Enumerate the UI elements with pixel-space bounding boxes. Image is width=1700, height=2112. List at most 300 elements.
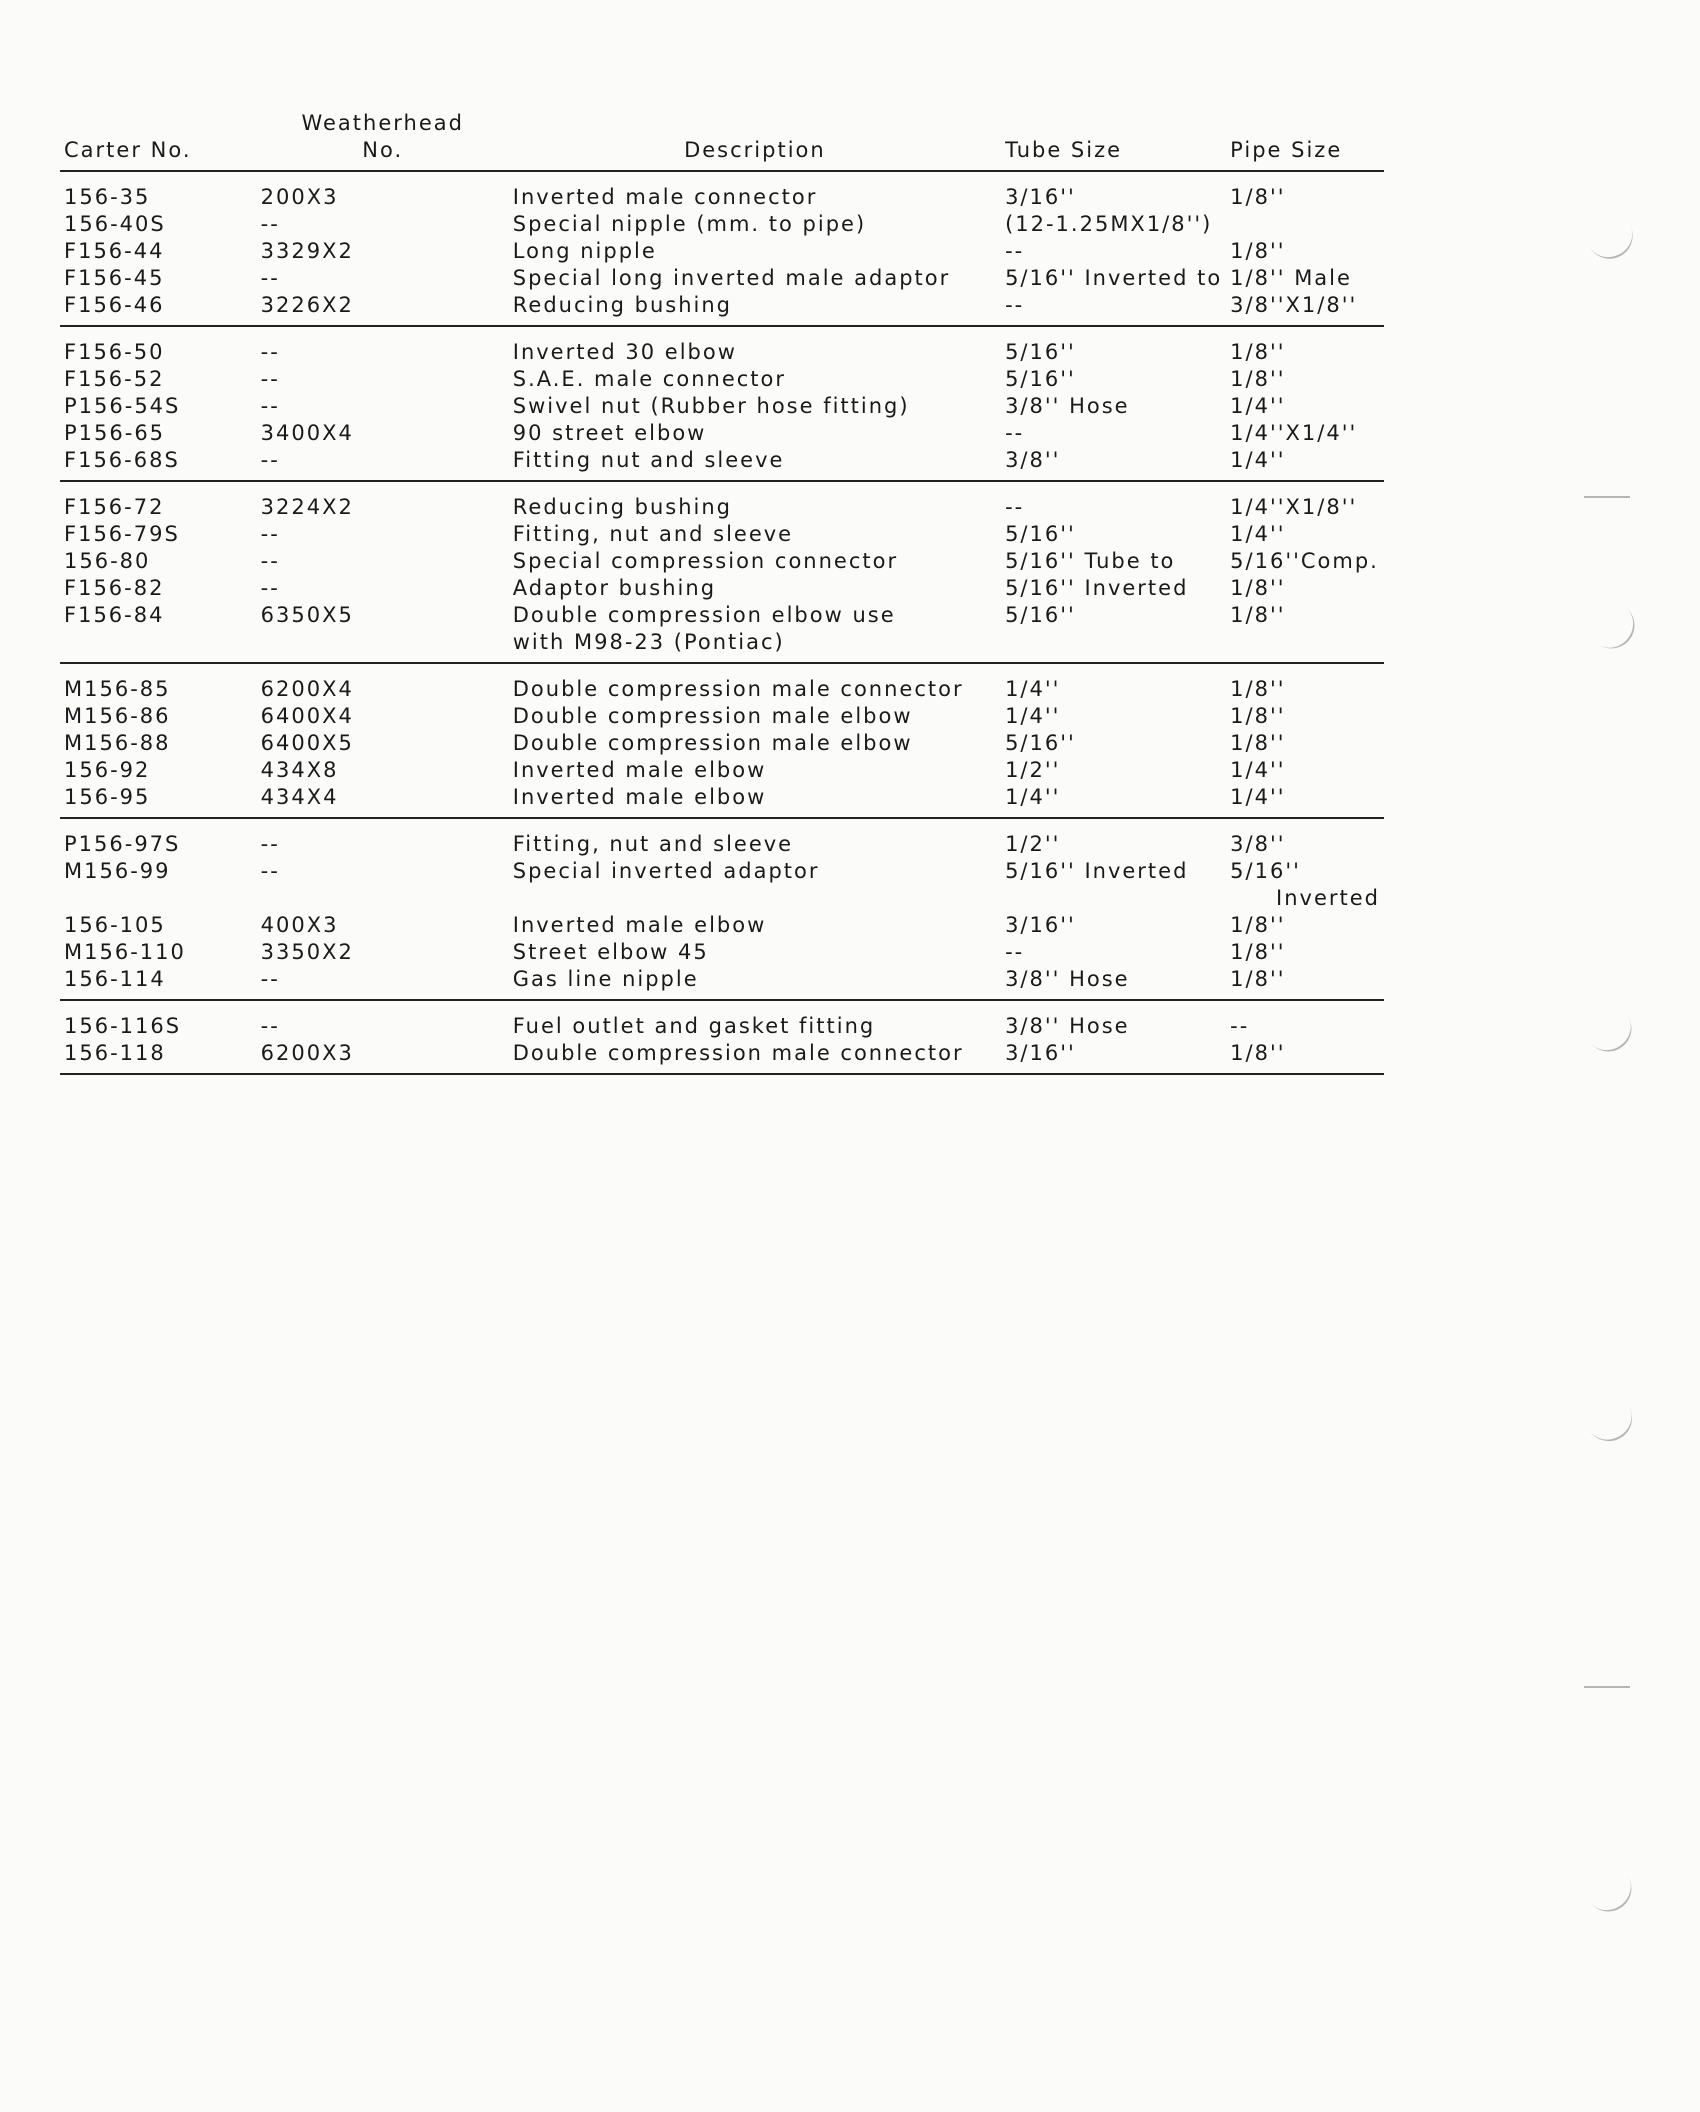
pipe-size-cell xyxy=(1226,818,1384,858)
description-cell xyxy=(509,481,1001,521)
description-cell-text: 90 street elbow xyxy=(512,421,707,445)
weatherhead-no-cell xyxy=(257,481,509,521)
weatherhead-no-cell-text: 400X3 xyxy=(260,913,339,937)
description-cell-text: Special compression connector xyxy=(512,549,899,573)
weatherhead-no-cell-text: -- xyxy=(260,340,280,364)
weatherhead-no-cell xyxy=(257,1000,509,1040)
tube-size-cell xyxy=(1001,447,1226,481)
carter-no-cell xyxy=(60,757,257,784)
tube-size-cell xyxy=(1001,575,1226,602)
tube-size-cell-text: 5/16'' xyxy=(1005,367,1076,391)
description-cell-text: Double compression elbow use xyxy=(512,603,896,627)
description-cell-text: Double compression male elbow xyxy=(512,704,913,728)
pipe-size-cell xyxy=(1226,548,1384,575)
carter-no-cell-text: M156-110 xyxy=(64,940,186,964)
pipe-size-cell-text: 1/4'' xyxy=(1230,522,1286,546)
description-cell-text: Fitting nut and sleeve xyxy=(512,448,785,472)
weatherhead-no-cell xyxy=(257,784,509,818)
weatherhead-no-cell-text: 6200X3 xyxy=(260,1041,354,1065)
pipe-size-cell-text: 1/8'' xyxy=(1230,340,1286,364)
table-row xyxy=(60,703,1384,730)
header-description: Description xyxy=(509,110,1001,171)
header-pipe-size: Pipe Size xyxy=(1226,110,1384,171)
carter-no-cell-text: F156-82 xyxy=(64,576,165,600)
table-row xyxy=(60,521,1384,548)
pipe-size-cell-text: 1/8'' xyxy=(1230,1041,1286,1065)
table-row xyxy=(60,447,1384,481)
description-cell xyxy=(509,366,1001,393)
weatherhead-no-cell xyxy=(257,171,509,211)
tube-size-cell xyxy=(1001,912,1226,939)
pipe-size-cell-text: 3/8'' xyxy=(1230,832,1286,856)
description-cell xyxy=(509,211,1001,238)
weatherhead-no-cell-text: -- xyxy=(260,859,280,883)
description-cell-text-line2: with M98-23 (Pontiac) xyxy=(512,630,785,654)
description-cell-text: S.A.E. male connector xyxy=(512,367,786,391)
description-cell-text: Fitting, nut and sleeve xyxy=(512,832,794,856)
binder-hole-mark xyxy=(1586,1010,1641,1061)
weatherhead-no-cell-text: -- xyxy=(260,576,280,600)
tube-size-cell-text: -- xyxy=(1005,421,1025,445)
weatherhead-no-cell xyxy=(257,663,509,703)
pipe-size-cell xyxy=(1226,575,1384,602)
weatherhead-no-cell-text: 3226X2 xyxy=(260,293,354,317)
table-row xyxy=(60,966,1384,1000)
pipe-size-cell xyxy=(1226,784,1384,818)
binder-hole-mark xyxy=(1593,603,1644,658)
tube-size-cell-text: 5/16'' xyxy=(1005,522,1076,546)
pipe-size-cell xyxy=(1226,238,1384,265)
description-cell-text: Inverted 30 elbow xyxy=(512,340,737,364)
binder-hole-mark xyxy=(1586,1401,1641,1450)
weatherhead-no-cell-text: 434X4 xyxy=(260,785,339,809)
tube-size-cell xyxy=(1001,171,1226,211)
carter-no-cell-text: F156-50 xyxy=(64,340,165,364)
weatherhead-no-cell xyxy=(257,602,509,663)
pipe-size-cell-text: -- xyxy=(1230,1014,1250,1038)
binder-hole-mark xyxy=(1584,1670,1630,1688)
tube-size-cell xyxy=(1001,238,1226,265)
pipe-size-cell xyxy=(1226,366,1384,393)
carter-no-cell-text: F156-72 xyxy=(64,495,165,519)
table-row xyxy=(60,1000,1384,1040)
carter-no-cell-text: F156-46 xyxy=(64,293,165,317)
tube-size-cell xyxy=(1001,393,1226,420)
weatherhead-no-cell-text: -- xyxy=(260,967,280,991)
weatherhead-no-cell xyxy=(257,966,509,1000)
description-cell-text: Inverted male elbow xyxy=(512,785,767,809)
description-cell-text: Special long inverted male adaptor xyxy=(512,266,951,290)
carter-no-cell xyxy=(60,447,257,481)
weatherhead-no-cell-text: -- xyxy=(260,367,280,391)
carter-no-cell xyxy=(60,238,257,265)
tube-size-cell-text: 5/16'' xyxy=(1005,603,1076,627)
description-cell xyxy=(509,730,1001,757)
carter-no-cell-text: F156-44 xyxy=(64,239,165,263)
table-row xyxy=(60,575,1384,602)
weatherhead-no-cell xyxy=(257,548,509,575)
table-row xyxy=(60,326,1384,366)
description-cell-text: Reducing bushing xyxy=(512,293,733,317)
binder-hole-mark xyxy=(1584,470,1630,498)
tube-size-cell-text: 3/8'' Hose xyxy=(1005,1014,1130,1038)
table-row xyxy=(60,818,1384,858)
tube-size-cell-text: (12-1.25MX1/8'') xyxy=(1005,212,1213,236)
weatherhead-no-cell xyxy=(257,393,509,420)
pipe-size-cell-text: 1/8'' xyxy=(1230,677,1286,701)
carter-no-cell-text: P156-97S xyxy=(64,832,181,856)
pipe-size-cell xyxy=(1226,420,1384,447)
description-cell-text: Double compression male connector xyxy=(512,677,964,701)
pipe-size-cell-text: 1/8'' xyxy=(1230,704,1286,728)
tube-size-cell xyxy=(1001,548,1226,575)
carter-no-cell xyxy=(60,171,257,211)
carter-no-cell-text: P156-65 xyxy=(64,421,166,445)
table-row xyxy=(60,1040,1384,1074)
tube-size-cell xyxy=(1001,784,1226,818)
description-cell xyxy=(509,757,1001,784)
pipe-size-cell-text: 1/8'' xyxy=(1230,185,1286,209)
weatherhead-no-cell xyxy=(257,1040,509,1074)
tube-size-cell-text: 1/4'' xyxy=(1005,677,1061,701)
carter-no-cell-text: M156-99 xyxy=(64,859,171,883)
table-row xyxy=(60,420,1384,447)
weatherhead-no-cell xyxy=(257,730,509,757)
carter-no-cell-text: 156-114 xyxy=(64,967,166,991)
weatherhead-no-cell-text: -- xyxy=(260,394,280,418)
pipe-size-cell-text: 1/8'' xyxy=(1230,940,1286,964)
description-cell-text: Long nipple xyxy=(512,239,657,263)
weatherhead-no-cell-text: -- xyxy=(260,266,280,290)
description-cell xyxy=(509,966,1001,1000)
tube-size-cell-text: 3/16'' xyxy=(1005,185,1076,209)
description-cell-text: Swivel nut (Rubber hose fitting) xyxy=(512,394,910,418)
parts-table xyxy=(60,110,1384,1075)
weatherhead-no-cell-text: -- xyxy=(260,832,280,856)
carter-no-cell xyxy=(60,602,257,663)
tube-size-cell xyxy=(1001,1000,1226,1040)
description-cell-text: Inverted male connector xyxy=(512,185,818,209)
carter-no-cell xyxy=(60,481,257,521)
weatherhead-no-cell xyxy=(257,447,509,481)
description-cell xyxy=(509,420,1001,447)
description-cell xyxy=(509,784,1001,818)
tube-size-cell-text: 3/8'' Hose xyxy=(1005,394,1130,418)
table-row xyxy=(60,730,1384,757)
description-cell xyxy=(509,171,1001,211)
carter-no-cell xyxy=(60,966,257,1000)
binder-hole-mark xyxy=(1586,1870,1641,1921)
tube-size-cell-text: 1/2'' xyxy=(1005,758,1061,782)
table-row xyxy=(60,211,1384,238)
tube-size-cell xyxy=(1001,966,1226,1000)
pipe-size-cell xyxy=(1226,447,1384,481)
header-weatherhead-line1: Weatherhead xyxy=(301,111,464,135)
tube-size-cell xyxy=(1001,730,1226,757)
tube-size-cell-text: -- xyxy=(1005,495,1025,519)
weatherhead-no-cell xyxy=(257,420,509,447)
weatherhead-no-cell xyxy=(257,818,509,858)
tube-size-cell-text: 5/16'' Inverted xyxy=(1005,576,1189,600)
carter-no-cell-text: P156-54S xyxy=(64,394,181,418)
description-cell xyxy=(509,1000,1001,1040)
description-cell xyxy=(509,326,1001,366)
pipe-size-cell-text: 1/8'' xyxy=(1230,603,1286,627)
weatherhead-no-cell xyxy=(257,238,509,265)
weatherhead-no-cell xyxy=(257,292,509,326)
carter-no-cell xyxy=(60,575,257,602)
pipe-size-cell xyxy=(1226,663,1384,703)
pipe-size-cell xyxy=(1226,858,1384,912)
weatherhead-no-cell xyxy=(257,326,509,366)
tube-size-cell xyxy=(1001,757,1226,784)
carter-no-cell-text: 156-118 xyxy=(64,1041,166,1065)
carter-no-cell xyxy=(60,211,257,238)
description-cell-text: Double compression male connector xyxy=(512,1041,964,1065)
weatherhead-no-cell-text: -- xyxy=(260,1014,280,1038)
carter-no-cell-text: F156-68S xyxy=(64,448,180,472)
description-cell-text: Double compression male elbow xyxy=(512,731,913,755)
pipe-size-cell-text: 1/4'' xyxy=(1230,785,1286,809)
pipe-size-cell xyxy=(1226,730,1384,757)
weatherhead-no-cell-text: 6200X4 xyxy=(260,677,354,701)
description-cell xyxy=(509,1040,1001,1074)
pipe-size-cell xyxy=(1226,757,1384,784)
tube-size-cell xyxy=(1001,265,1226,292)
weatherhead-no-cell-text: 3350X2 xyxy=(260,940,354,964)
carter-no-cell xyxy=(60,420,257,447)
weatherhead-no-cell xyxy=(257,939,509,966)
table-row xyxy=(60,912,1384,939)
tube-size-cell xyxy=(1001,292,1226,326)
weatherhead-no-cell-text: -- xyxy=(260,448,280,472)
description-cell xyxy=(509,663,1001,703)
description-cell-text: Inverted male elbow xyxy=(512,913,767,937)
description-cell-text: Fuel outlet and gasket fitting xyxy=(512,1014,876,1038)
tube-size-cell-text: -- xyxy=(1005,239,1025,263)
header-row xyxy=(60,110,1384,171)
pipe-size-cell-text: 5/16'' xyxy=(1230,859,1301,883)
carter-no-cell-text: 156-92 xyxy=(64,758,151,782)
description-cell xyxy=(509,703,1001,730)
pipe-size-cell xyxy=(1226,265,1384,292)
carter-no-cell xyxy=(60,548,257,575)
table-row xyxy=(60,366,1384,393)
pipe-size-cell xyxy=(1226,521,1384,548)
description-cell-text: Adaptor bushing xyxy=(512,576,717,600)
tube-size-cell xyxy=(1001,326,1226,366)
carter-no-cell xyxy=(60,1000,257,1040)
description-cell xyxy=(509,939,1001,966)
description-cell xyxy=(509,818,1001,858)
pipe-size-cell xyxy=(1226,1040,1384,1074)
tube-size-cell-text: 3/16'' xyxy=(1005,1041,1076,1065)
carter-no-cell xyxy=(60,1040,257,1074)
description-cell xyxy=(509,393,1001,420)
description-cell xyxy=(509,521,1001,548)
pipe-size-cell-text: 1/8'' xyxy=(1230,967,1286,991)
weatherhead-no-cell-text: 6350X5 xyxy=(260,603,354,627)
pipe-size-cell xyxy=(1226,292,1384,326)
carter-no-cell xyxy=(60,730,257,757)
weatherhead-no-cell-text: 200X3 xyxy=(260,185,339,209)
tube-size-cell-text: 5/16'' Tube to xyxy=(1005,549,1176,573)
tube-size-cell-text: 1/4'' xyxy=(1005,785,1061,809)
pipe-size-cell xyxy=(1226,393,1384,420)
tube-size-cell xyxy=(1001,858,1226,912)
carter-no-cell-text: M156-86 xyxy=(64,704,171,728)
weatherhead-no-cell xyxy=(257,211,509,238)
tube-size-cell-text: 5/16'' Inverted to xyxy=(1005,266,1223,290)
weatherhead-no-cell-text: 434X8 xyxy=(260,758,339,782)
header-carter-no: Carter No. xyxy=(60,110,257,171)
description-cell xyxy=(509,447,1001,481)
weatherhead-no-cell-text: 6400X5 xyxy=(260,731,354,755)
weatherhead-no-cell xyxy=(257,912,509,939)
carter-no-cell-text: F156-52 xyxy=(64,367,165,391)
header-weatherhead-line2: No. xyxy=(362,138,404,162)
tube-size-cell-text: 5/16'' Inverted xyxy=(1005,859,1189,883)
tube-size-cell xyxy=(1001,818,1226,858)
weatherhead-no-cell-text: 3329X2 xyxy=(260,239,354,263)
weatherhead-no-cell xyxy=(257,366,509,393)
tube-size-cell xyxy=(1001,420,1226,447)
pipe-size-cell-text: 1/4'' xyxy=(1230,448,1286,472)
description-cell-text: Special inverted adaptor xyxy=(512,859,820,883)
pipe-size-cell-text: 1/4''X1/8'' xyxy=(1230,495,1358,519)
description-cell xyxy=(509,602,1001,663)
weatherhead-no-cell-text: 3400X4 xyxy=(260,421,354,445)
tube-size-cell xyxy=(1001,939,1226,966)
tube-size-cell-text: 1/4'' xyxy=(1005,704,1061,728)
pipe-size-cell-text-line2: Inverted xyxy=(1276,886,1380,910)
description-cell-text: Reducing bushing xyxy=(512,495,733,519)
weatherhead-no-cell-text: 6400X4 xyxy=(260,704,354,728)
weatherhead-no-cell-text: -- xyxy=(260,522,280,546)
description-cell xyxy=(509,575,1001,602)
pipe-size-cell-text: 1/4''X1/4'' xyxy=(1230,421,1358,445)
tube-size-cell xyxy=(1001,211,1226,238)
table-row xyxy=(60,481,1384,521)
table-row xyxy=(60,602,1384,663)
parts-table-body xyxy=(60,171,1384,1074)
tube-size-cell-text: 1/2'' xyxy=(1005,832,1061,856)
pipe-size-cell-text: 1/8'' xyxy=(1230,576,1286,600)
table-row xyxy=(60,663,1384,703)
binder-hole-mark xyxy=(1586,220,1640,267)
description-cell xyxy=(509,912,1001,939)
carter-no-cell xyxy=(60,858,257,912)
tube-size-cell-text: 3/16'' xyxy=(1005,913,1076,937)
weatherhead-no-cell-text: -- xyxy=(260,212,280,236)
table-row xyxy=(60,292,1384,326)
description-cell-text: Special nipple (mm. to pipe) xyxy=(512,212,867,236)
pipe-size-cell xyxy=(1226,602,1384,663)
weatherhead-no-cell xyxy=(257,575,509,602)
tube-size-cell xyxy=(1001,703,1226,730)
table-row xyxy=(60,858,1384,912)
description-cell-text: Inverted male elbow xyxy=(512,758,767,782)
table-row xyxy=(60,171,1384,211)
description-cell xyxy=(509,238,1001,265)
carter-no-cell-text: F156-79S xyxy=(64,522,180,546)
weatherhead-no-cell xyxy=(257,521,509,548)
pipe-size-cell xyxy=(1226,171,1384,211)
description-cell-text: Street elbow 45 xyxy=(512,940,709,964)
tube-size-cell xyxy=(1001,1040,1226,1074)
pipe-size-cell xyxy=(1226,211,1384,238)
carter-no-cell-text: M156-85 xyxy=(64,677,171,701)
tube-size-cell-text: -- xyxy=(1005,940,1025,964)
pipe-size-cell xyxy=(1226,326,1384,366)
description-cell-text: Fitting, nut and sleeve xyxy=(512,522,794,546)
tube-size-cell-text: 3/8'' xyxy=(1005,448,1061,472)
weatherhead-no-cell-text: 3224X2 xyxy=(260,495,354,519)
pipe-size-cell xyxy=(1226,939,1384,966)
weatherhead-no-cell xyxy=(257,757,509,784)
carter-no-cell xyxy=(60,292,257,326)
pipe-size-cell-text: 1/8'' xyxy=(1230,731,1286,755)
carter-no-cell xyxy=(60,939,257,966)
tube-size-cell xyxy=(1001,602,1226,663)
tube-size-cell-text: -- xyxy=(1005,293,1025,317)
pipe-size-cell-text: 1/8'' xyxy=(1230,367,1286,391)
carter-no-cell xyxy=(60,663,257,703)
pipe-size-cell xyxy=(1226,966,1384,1000)
header-tube-size: Tube Size xyxy=(1001,110,1226,171)
table-row xyxy=(60,784,1384,818)
carter-no-cell xyxy=(60,703,257,730)
description-cell-text: Gas line nipple xyxy=(512,967,699,991)
carter-no-cell-text: 156-105 xyxy=(64,913,166,937)
weatherhead-no-cell xyxy=(257,858,509,912)
carter-no-cell xyxy=(60,326,257,366)
table-row xyxy=(60,757,1384,784)
carter-no-cell-text: M156-88 xyxy=(64,731,171,755)
table-row xyxy=(60,393,1384,420)
tube-size-cell-text: 5/16'' xyxy=(1005,340,1076,364)
table-row xyxy=(60,265,1384,292)
tube-size-cell xyxy=(1001,663,1226,703)
carter-no-cell-text: F156-45 xyxy=(64,266,165,290)
tube-size-cell xyxy=(1001,481,1226,521)
description-cell xyxy=(509,292,1001,326)
description-cell xyxy=(509,858,1001,912)
carter-no-cell xyxy=(60,265,257,292)
tube-size-cell-text: 3/8'' Hose xyxy=(1005,967,1130,991)
tube-size-cell xyxy=(1001,366,1226,393)
pipe-size-cell-text: 3/8''X1/8'' xyxy=(1230,293,1358,317)
pipe-size-cell-text: 5/16''Comp. xyxy=(1230,549,1379,573)
table-row xyxy=(60,548,1384,575)
pipe-size-cell xyxy=(1226,912,1384,939)
tube-size-cell-text: 5/16'' xyxy=(1005,731,1076,755)
pipe-size-cell xyxy=(1226,703,1384,730)
carter-no-cell-text: 156-95 xyxy=(64,785,151,809)
description-cell xyxy=(509,265,1001,292)
carter-no-cell xyxy=(60,393,257,420)
carter-no-cell-text: 156-40S xyxy=(64,212,166,236)
table-row xyxy=(60,238,1384,265)
pipe-size-cell-text: 1/4'' xyxy=(1230,758,1286,782)
carter-no-cell xyxy=(60,521,257,548)
carter-no-cell-text: 156-35 xyxy=(64,185,151,209)
pipe-size-cell xyxy=(1226,1000,1384,1040)
carter-no-cell xyxy=(60,818,257,858)
pipe-size-cell xyxy=(1226,481,1384,521)
weatherhead-no-cell-text: -- xyxy=(260,549,280,573)
carter-no-cell xyxy=(60,784,257,818)
